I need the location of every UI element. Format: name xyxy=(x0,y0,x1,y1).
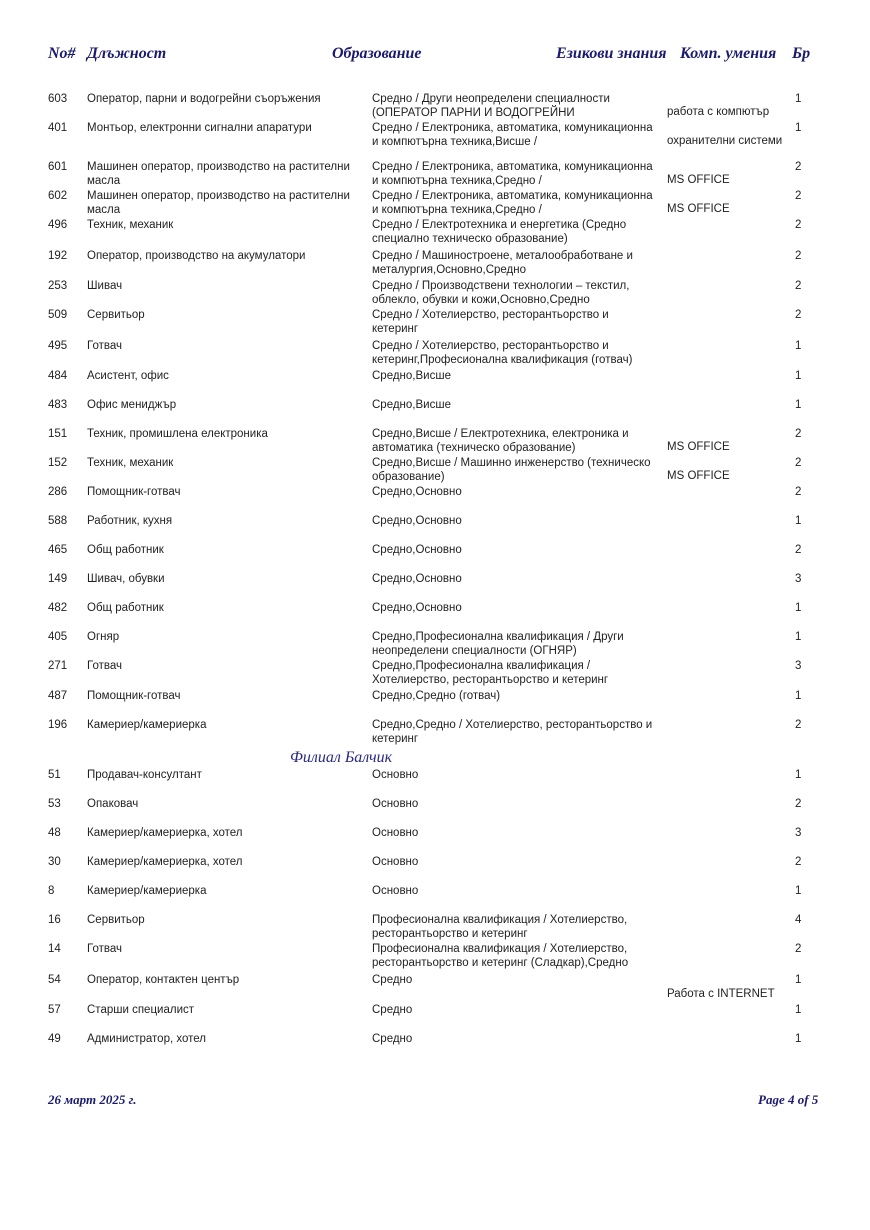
row-count: 1 xyxy=(795,602,802,614)
row-position: Общ работник xyxy=(87,602,164,614)
row-education: Средно / Други неопределени специалности (ОПЕРАТОР ПАРНИ И ВОДОГРЕЙНИ xyxy=(372,93,610,119)
row-number: 152 xyxy=(48,457,68,469)
row-position: Общ работник xyxy=(87,544,164,556)
row-education: Основно xyxy=(372,769,419,781)
row-position: Техник, механик xyxy=(87,219,174,231)
row-education: Средно / Хотелиерство, ресторантьорство и кетеринг xyxy=(372,309,609,335)
row-position: Камериер/камериерка, хотел xyxy=(87,856,243,868)
row-count: 2 xyxy=(795,280,802,292)
row-number: 149 xyxy=(48,573,68,585)
row-number: 51 xyxy=(48,769,61,781)
row-number: 48 xyxy=(48,827,61,839)
row-count: 1 xyxy=(795,690,802,702)
row-position: Помощник-готвач xyxy=(87,486,181,498)
row-count: 1 xyxy=(795,974,802,986)
row-position: Асистент, офис xyxy=(87,370,169,382)
row-number: 405 xyxy=(48,631,68,643)
row-position: Шивач xyxy=(87,280,123,292)
row-number: 602 xyxy=(48,190,68,202)
row-count: 3 xyxy=(795,827,802,839)
row-count: 2 xyxy=(795,486,802,498)
row-position: Шивач, обувки xyxy=(87,573,165,585)
row-position: Готвач xyxy=(87,340,122,352)
row-education: Средно,Основно xyxy=(372,544,462,556)
row-position: Сервитьор xyxy=(87,914,145,926)
header-count: Бр xyxy=(792,45,811,62)
row-education: Средно,Основно xyxy=(372,602,462,614)
row-number: 54 xyxy=(48,974,61,986)
row-position: Администратор, хотел xyxy=(87,1033,206,1045)
footer-date: 26 март 2025 г. xyxy=(48,1092,137,1107)
row-position: Работник, кухня xyxy=(87,515,173,527)
row-position: Камериер/камериерка, хотел xyxy=(87,827,243,839)
row-computer-skills: MS OFFICE xyxy=(667,441,730,453)
row-number: 196 xyxy=(48,719,68,731)
footer-page-number: Page 4 of 5 xyxy=(758,1092,819,1107)
row-count: 1 xyxy=(795,631,802,643)
row-position: Старши специалист xyxy=(87,1004,195,1016)
row-education: Средно / Електроника, автоматика, комуникационна и компютърна техника,Средно / xyxy=(372,190,653,216)
row-position: Опаковач xyxy=(87,798,139,810)
row-number: 483 xyxy=(48,399,68,411)
row-education: Средно / Машиностроене, металообработване и металургия,Основно,Средно xyxy=(372,250,633,276)
row-count: 1 xyxy=(795,885,802,897)
row-number: 401 xyxy=(48,122,68,134)
header-position: Длъжност xyxy=(87,45,167,62)
row-number: 482 xyxy=(48,602,68,614)
row-number: 487 xyxy=(48,690,68,702)
row-number: 509 xyxy=(48,309,68,321)
row-education: Средно,Средно / Хотелиерство, ресторантьорство и кетеринг xyxy=(372,719,653,745)
row-position: Сервитьор xyxy=(87,309,145,321)
row-number: 49 xyxy=(48,1033,61,1045)
row-count: 1 xyxy=(795,340,802,352)
row-count: 1 xyxy=(795,769,802,781)
row-position: Продавач-консултант xyxy=(87,769,202,781)
row-count: 2 xyxy=(795,161,802,173)
row-position: Техник, промишлена електроника xyxy=(87,428,268,440)
row-count: 2 xyxy=(795,719,802,731)
row-education: Средно xyxy=(372,974,413,986)
row-education: Средно,Висше / Електротехника, електроника и автоматика (техническо образование) xyxy=(372,428,629,454)
row-count: 2 xyxy=(795,428,802,440)
header-education: Образование xyxy=(332,45,422,62)
row-education: Средно,Висше xyxy=(372,370,451,382)
row-count: 1 xyxy=(795,93,802,105)
row-position: Оператор, производство на акумулатори xyxy=(87,250,306,262)
row-count: 2 xyxy=(795,219,802,231)
row-number: 16 xyxy=(48,914,61,926)
row-position: Готвач xyxy=(87,943,122,955)
row-count: 4 xyxy=(795,914,802,926)
row-number: 53 xyxy=(48,798,61,810)
row-computer-skills: охранителни системи xyxy=(667,135,783,147)
row-number: 14 xyxy=(48,943,61,955)
row-count: 1 xyxy=(795,122,802,134)
row-position: Машинен оператор, производство на растителни масла xyxy=(87,161,350,187)
header-languages: Езикови знания xyxy=(556,45,667,62)
row-education: Основно xyxy=(372,856,419,868)
row-number: 192 xyxy=(48,250,68,262)
row-number: 601 xyxy=(48,161,68,173)
row-number: 151 xyxy=(48,428,68,440)
row-education: Средно xyxy=(372,1004,413,1016)
row-education: Средно,Професионална квалификация / Хотелиерство, ресторантьорство и кетеринг xyxy=(372,660,609,686)
row-count: 2 xyxy=(795,457,802,469)
row-position: Камериер/камериерка xyxy=(87,719,207,731)
row-education: Средно / Производствени технологии – текстил, облекло, обувки и кожи,Основно,Средно xyxy=(372,280,630,306)
row-position: Машинен оператор, производство на растителни масла xyxy=(87,190,350,216)
row-computer-skills: MS OFFICE xyxy=(667,470,730,482)
row-education: Средно,Висше xyxy=(372,399,451,411)
row-number: 57 xyxy=(48,1004,61,1016)
row-count: 2 xyxy=(795,856,802,868)
row-education: Професионална квалификация / Хотелиерство, ресторантьорство и кетеринг (Сладкар),Средно xyxy=(372,943,629,969)
row-position: Техник, механик xyxy=(87,457,174,469)
row-number: 603 xyxy=(48,93,68,105)
row-education: Средно / Електротехника и енергетика (Средно специално техническо образование) xyxy=(372,219,627,245)
branch-heading: Филиал Балчик xyxy=(290,749,393,766)
row-count: 2 xyxy=(795,544,802,556)
row-position: Монтьор, електронни сигнални апаратури xyxy=(87,122,312,134)
row-count: 1 xyxy=(795,1004,802,1016)
row-count: 3 xyxy=(795,573,802,585)
row-position: Оператор, контактен център xyxy=(87,974,240,986)
row-count: 2 xyxy=(795,943,802,955)
row-computer-skills: MS OFFICE xyxy=(667,174,730,186)
row-count: 2 xyxy=(795,798,802,810)
row-count: 2 xyxy=(795,250,802,262)
row-education: Средно / Хотелиерство, ресторантьорство и кетеринг,Професионална квалификация (готвач) xyxy=(372,340,633,366)
row-education: Средно,Висше / Машинно инженерство (техническо образование) xyxy=(372,457,651,483)
row-count: 2 xyxy=(795,309,802,321)
row-computer-skills: Работа с INTERNET xyxy=(667,988,775,1000)
row-education: Основно xyxy=(372,827,419,839)
row-number: 495 xyxy=(48,340,68,352)
row-education: Средно,Основно xyxy=(372,515,462,527)
header-no: No# xyxy=(48,45,76,62)
row-computer-skills: MS OFFICE xyxy=(667,203,730,215)
row-number: 271 xyxy=(48,660,68,672)
row-count: 1 xyxy=(795,515,802,527)
row-number: 8 xyxy=(48,885,55,897)
row-count: 1 xyxy=(795,370,802,382)
row-education: Професионална квалификация / Хотелиерство, ресторантьорство и кетеринг xyxy=(372,914,628,940)
row-number: 286 xyxy=(48,486,68,498)
row-count: 2 xyxy=(795,190,802,202)
row-education: Средно / Електроника, автоматика, комуникационна и компютърна техника,Средно / xyxy=(372,161,653,187)
row-position: Камериер/камериерка xyxy=(87,885,207,897)
row-education: Средно,Основно xyxy=(372,486,462,498)
row-number: 30 xyxy=(48,856,61,868)
row-education: Основно xyxy=(372,798,419,810)
row-count: 1 xyxy=(795,1033,802,1045)
row-computer-skills: работа с компютър xyxy=(667,106,770,118)
row-education: Средно,Професионална квалификация / Други неопределени специалности (ОГНЯР) xyxy=(372,631,624,657)
header-computer-skills: Комп. умения xyxy=(680,45,777,62)
row-education: Средно,Средно (готвач) xyxy=(372,690,501,702)
row-number: 588 xyxy=(48,515,68,527)
row-education: Средно xyxy=(372,1033,413,1045)
row-number: 465 xyxy=(48,544,68,556)
row-position: Готвач xyxy=(87,660,122,672)
row-count: 1 xyxy=(795,399,802,411)
row-position: Огняр xyxy=(87,631,120,643)
row-education: Основно xyxy=(372,885,419,897)
row-position: Оператор, парни и водогрейни съоръжения xyxy=(87,93,321,105)
row-number: 253 xyxy=(48,280,68,292)
row-count: 3 xyxy=(795,660,802,672)
row-number: 484 xyxy=(48,370,68,382)
row-position: Помощник-готвач xyxy=(87,690,181,702)
row-education: Средно,Основно xyxy=(372,573,462,585)
row-education: Средно / Електроника, автоматика, комуникационна и компютърна техника,Висше / xyxy=(372,122,653,148)
row-position: Офис мениджър xyxy=(87,399,177,411)
row-number: 496 xyxy=(48,219,68,231)
